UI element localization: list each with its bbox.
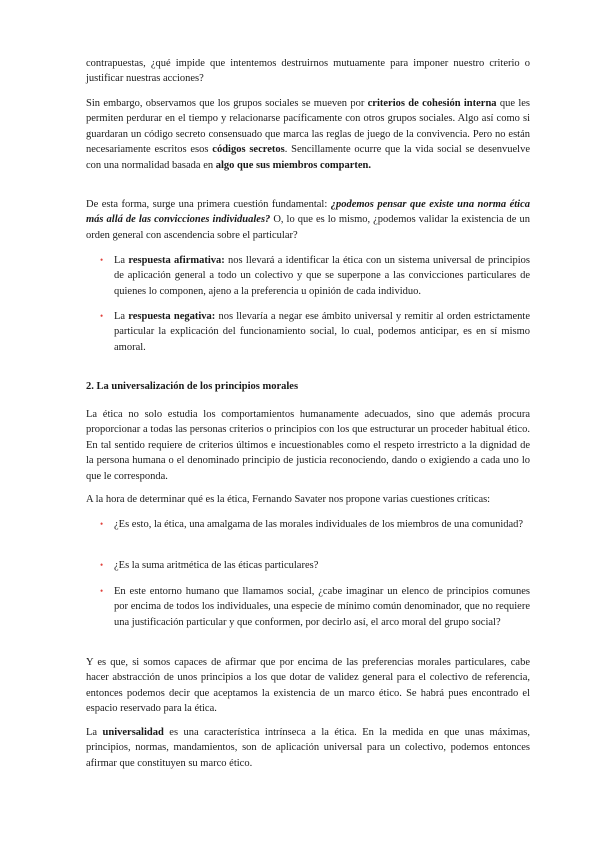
bullet-icon: • xyxy=(100,586,104,596)
paragraph-savater: A la hora de determinar qué es la ética, Fernando Savater nos propone varias cuestiones críticas: xyxy=(86,494,491,505)
list-item: • ¿Es esto, la ética, una amalgama de las morales individuales de los miembros de una comunidad? xyxy=(100,517,530,532)
section-heading: 2. La universalización de los principios morales xyxy=(86,381,299,392)
paragraph-first-question: De esta forma, surge una primera cuestión fundamental: ¿podemos pensar que existe una norma ética más allá de las convicciones individuales? O, lo que es lo mismo, ¿podemos validar la existencia de un orden general con ascendencia sobre el particular? xyxy=(86,199,530,241)
bullet-icon: • xyxy=(100,311,104,321)
paragraph-universalization: La ética no solo estudia los comportamientos humanamente adecuados, sino que además procura proporcionar a todas las personas criterios o principios con los que estructurar un proceder habitual ético. En tal sentido requiere de criterios últimos e incuestionables como el respeto irrestricto a la dignidad de la persona humana o el denominado principio de justicia reconociendo, dando o exigiendo a cada uno lo que le corresponda. xyxy=(86,409,530,482)
bullet-icon: • xyxy=(100,255,104,265)
list-item: • La respuesta negativa: nos llevaría a negar ese ámbito universal y remitir al orden estrictamente particular la explicación del funcionamiento social, lo cual, podemos anticipar, es en sí mismo amoral. xyxy=(100,311,530,353)
list-item: • ¿Es la suma aritmética de las éticas particulares? xyxy=(100,558,530,573)
list-item: • La respuesta afirmativa: nos llevará a identificar la ética con un sistema universal de principios de aplicación general a todo un colectivo y que se superpone a las convicciones particulares de quienes lo componen, ajeno a la preferencia u opinión de cada individuo. xyxy=(100,255,530,297)
paragraph-cohesion: Sin embargo, observamos que los grupos sociales se mueven por criterios de cohesión interna que les permiten perdurar en el tiempo y relacionarse pacíficamente con otros grupos sociales. Algo así como si guardaran un código secreto consensuado que marca las reglas de juego de la convivencia. Pero no están necesariamente escritos esos códigos secretos. Sencillamente ocurre que la vida social se desenvuelve con una normalidad basada en algo que sus miembros comparten. xyxy=(86,98,531,171)
list-item: • En este entorno humano que llamamos social, ¿cabe imaginar un elenco de principios comunes por encima de todos los individuales, una especie de mínimo común denominador, que no requiere una justificación particular y que conformen, por decirlo así, el arco moral del grupo social? xyxy=(100,586,530,628)
emphasis-codigos: códigos secretos xyxy=(212,144,285,156)
bullet-icon: • xyxy=(100,560,104,570)
bullet-icon: • xyxy=(100,519,104,529)
emphasis-question: ¿podemos pensar que existe una norma ética más allá de las convicciones individuales? xyxy=(86,199,530,226)
paragraph-intro-continuation: contrapuestas, ¿qué impide que intentemos destruirnos mutuamente para imponer nuestro criterio o justificar nuestras acciones? xyxy=(86,58,530,85)
emphasis-comparten: algo que sus miembros comparten. xyxy=(215,159,372,171)
emphasis-universalidad: universalidad xyxy=(102,727,164,738)
paragraph-marco-etico: Y es que, si somos capaces de afirmar que por encima de las preferencias morales particulares, cabe hacer abstracción de unos principios a los que dotar de validez general para el colectivo de referencia, entonces podemos decir que aceptamos la existencia de un marco ético. Se habrá pues encontrado el espacio reservado para la ética. xyxy=(86,657,530,715)
emphasis-cohesion: criterios de cohesión interna xyxy=(367,98,497,109)
paragraph-universalidad: La universalidad es una característica intrínseca a la ética. En la medida en que unas máximas, principios, normas, mandamientos, son de aplicación universal para un colectivo, podemos entonces afirmar que constituyen su marco ético. xyxy=(86,727,531,769)
